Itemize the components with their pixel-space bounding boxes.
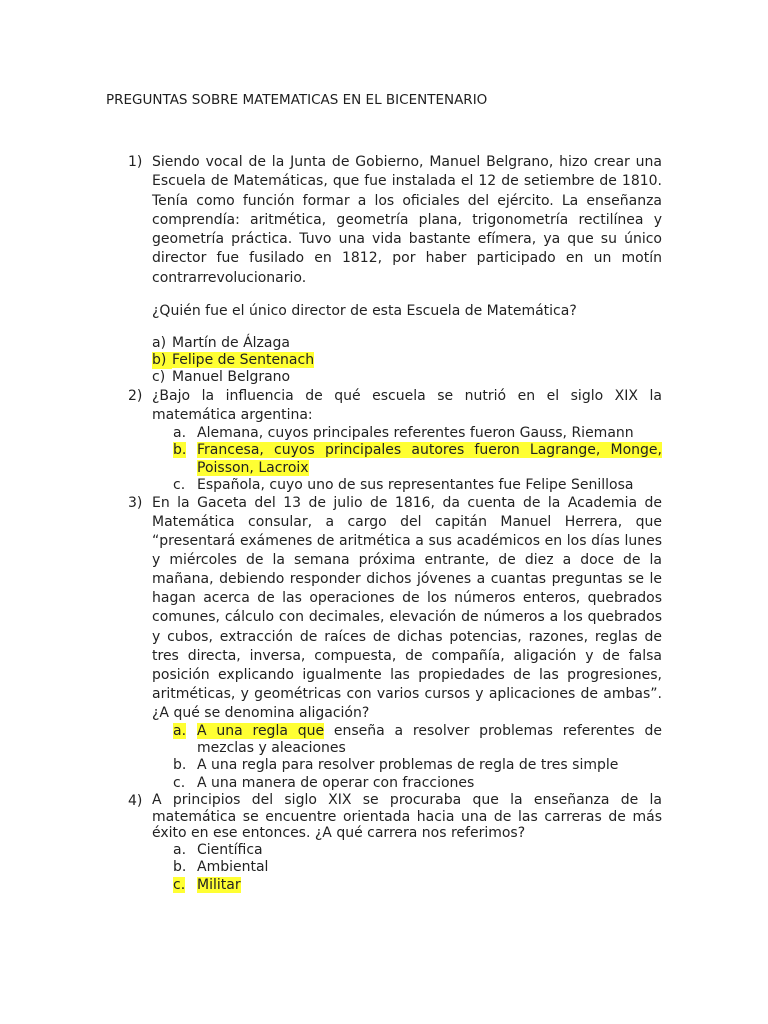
option-text-highlighted: Francesa, cuyos principales autores fueron Lagrange, Monge, Poisson, Lacroix [197,442,662,476]
option-text: Española, cuyo uno de sus representantes fue Felipe Senillosa [197,476,634,493]
option-mark: b. [173,757,187,774]
option-mark: c. [173,876,186,893]
option-c [152,369,662,386]
options-list [152,425,662,494]
option-text: Ambiental [197,859,269,876]
question-2 [128,387,662,494]
option-mark: b. [173,442,187,459]
options-list [152,723,662,792]
question-4 [128,792,662,894]
option-mark: c. [173,774,186,791]
option-text-highlighted: Felipe de Sentenach [172,352,315,369]
option-b [173,442,662,476]
option-mark: c) [152,369,166,386]
question-list [128,153,662,894]
option-b [173,859,662,876]
option-mark: c. [173,476,186,493]
option-b [152,352,662,369]
option-text: Alemana, cuyos principales referentes fueron Gauss, Riemann [197,425,634,442]
option-a [173,723,662,757]
question-1 [128,153,662,387]
option-mark: a. [173,842,187,859]
question-number: 4) [128,792,143,809]
option-text: Martín de Álzaga [172,335,290,352]
option-mark: b) [152,352,172,369]
option-a [173,842,662,859]
question-number: 1) [128,154,143,170]
question-text: Siendo vocal de la Junta de Gobierno, Manuel Belgrano, hizo crear una Escuela de Matemáticas, que fue instalada el 12 de setiembre de 1810. Tenía como función formar a los oficiales del ejército. La enseñanza comprendía: aritmética, geometría plana, trigonometría rectilínea y geometría práctica. Tuvo una vida bastante efímera, ya que su único director fue fusilado en 1812, por haber participado en un motín contrarrevolucionario. [152,154,662,286]
page-title: PREGUNTAS SOBRE MATEMATICAS EN EL BICENTENARIO [106,92,488,108]
option-a [173,425,662,442]
option-mark: a) [152,335,167,352]
question-text: A principios del siglo XIX se procuraba que la enseñanza de la matemática se encuentre orientada hacia una de las carreras de más éxito en ese entonces. ¿A qué carrera nos referimos? [152,791,662,842]
option-text: A una manera de operar con fracciones [197,774,475,791]
option-text: A una regla que enseña a resolver problemas referentes de mezclas y aleaciones [197,723,663,757]
question-text: ¿Bajo la influencia de qué escuela se nutrió en el siglo XIX la matemática argentina: [152,387,662,423]
question-3 [128,494,662,792]
option-c [173,877,662,894]
option-text: Manuel Belgrano [172,369,291,386]
question-prompt: ¿Quién fue el único director de esta Escuela de Matemática? [152,303,577,320]
option-c [173,775,662,792]
option-b [173,757,662,774]
options-list [152,842,662,894]
option-mark: b. [173,859,187,876]
option-mark: a. [173,723,187,740]
question-text: En la Gaceta del 13 de julio de 1816, da cuenta de la Academia de Matemática consular, a cargo del capitán Manuel Herrera, que “presentará exámenes de aritmética a sus académicos en los días lunes y miércoles de la semana próxima entrante, de diez a doce de la mañana, debiendo responder dichos jóvenes a cuantas preguntas se le hagan acerca de las operaciones de los números enteros, quebrados comunes, cálculo con decimales, elevación de números a los quebrados y cubos, extracción de raíces de dichas potencias, razones, reglas de tres directa, inversa, compuesta, de compañía, aligación y de falsa posición explicando igualmente las propiedades de las progresiones, aritméticas, y geométricas con varios cursos y aplicaciones de ambas”. ¿A qué se denomina aligación? [152,494,662,721]
option-mark: a. [173,425,187,442]
option-text-highlighted: A una regla que [197,723,325,740]
option-c [173,477,662,494]
question-number: 3) [128,494,143,511]
option-text: Científica [197,842,263,859]
option-text: A una regla para resolver problemas de regla de tres simple [197,757,619,774]
question-number: 2) [128,387,143,404]
option-a [152,335,662,352]
options-list [152,335,662,387]
option-text-highlighted: Militar [197,876,241,893]
